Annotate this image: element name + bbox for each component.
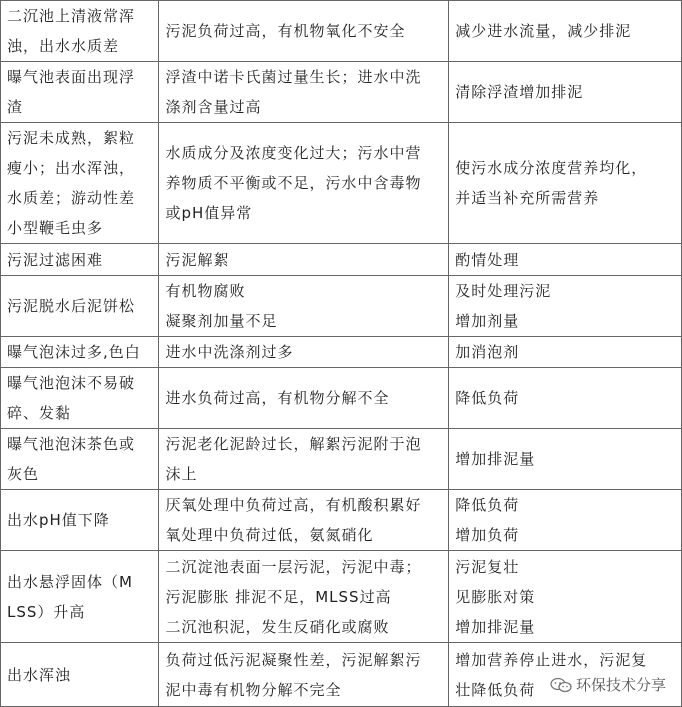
cause-cell bbox=[159, 429, 449, 490]
cell-text-line: 增加负荷 bbox=[455, 526, 520, 544]
remedy-cell bbox=[449, 490, 682, 551]
cell-text-line: 清除浮渣增加排泥 bbox=[455, 83, 584, 101]
cell-text-line: 壮降低负荷 bbox=[455, 680, 536, 699]
cell-text-line: 及时处理污泥 bbox=[455, 282, 552, 300]
cell-text-line: 水质差；游动性差 bbox=[7, 189, 136, 207]
wechat-icon bbox=[550, 677, 572, 693]
cell-text-line: 污泥未成熟，絮粒 bbox=[7, 129, 136, 147]
cell-text-line: 酌情处理 bbox=[455, 250, 520, 269]
cell-text-line: 涤剂含量过高 bbox=[165, 98, 262, 116]
cell-text-line: 负荷过低污泥凝聚性差，污泥解絮污 bbox=[165, 650, 422, 669]
remedy-cell bbox=[449, 123, 682, 244]
cell-text-line: 小型鞭毛虫多 bbox=[7, 219, 104, 237]
cell-text-line: 污泥老化泥龄过长，解絮污泥附于泡 bbox=[165, 435, 422, 453]
cell-text-line: 降低负荷 bbox=[455, 389, 520, 407]
remedy-cell bbox=[449, 276, 682, 337]
table-row bbox=[1, 551, 682, 643]
cell-text-line: 曝气池泡沫茶色或 bbox=[7, 435, 136, 453]
symptom-cell bbox=[1, 368, 159, 429]
table-row bbox=[1, 62, 682, 123]
cause-cell bbox=[159, 62, 449, 123]
cell-text-line: 二沉淀池表面一层污泥，污泥中毒； bbox=[165, 557, 422, 576]
cell-text-line: 曝气泡沫过多,色白 bbox=[7, 343, 141, 361]
cell-text-line: 沫上 bbox=[165, 465, 198, 483]
symptom-cell bbox=[1, 643, 159, 707]
cause-cell bbox=[159, 551, 449, 643]
cell-text-line: 有机物腐败 bbox=[165, 282, 246, 300]
cell-text-line: 出水浑浊 bbox=[7, 665, 72, 684]
cause-cell bbox=[159, 276, 449, 337]
cell-text-line: 减少进水流量，减少排泥 bbox=[455, 22, 632, 40]
cell-text-line: 曝气池泡沫不易破 bbox=[7, 374, 136, 392]
cell-text-line: 加消泡剂 bbox=[455, 343, 520, 361]
cell-text-line: 养物质不平衡或不足，污水中含毒物 bbox=[165, 174, 422, 192]
symptom-cell bbox=[1, 429, 159, 490]
table-row bbox=[1, 244, 682, 276]
symptom-cell bbox=[1, 123, 159, 244]
cell-text-line: 瘦小；出水浑浊， bbox=[7, 159, 136, 177]
symptom-cell bbox=[1, 244, 159, 276]
cell-text-line: 曝气池表面出现浮 bbox=[7, 68, 136, 86]
cell-text-line: 渣 bbox=[7, 98, 24, 116]
cell-text-line: 凝聚剂加量不足 bbox=[165, 312, 278, 330]
cell-text-line: 出水悬浮固体（M bbox=[7, 572, 133, 591]
cell-text-line: 二沉池积泥，发生反硝化或腐败 bbox=[165, 617, 390, 636]
cause-cell bbox=[159, 123, 449, 244]
remedy-cell bbox=[449, 337, 682, 368]
cell-text-line: 使污水成分浓度营养均化， bbox=[455, 159, 648, 177]
remedy-cell bbox=[449, 1, 682, 62]
cell-text-line: 出水pH值下降 bbox=[7, 511, 110, 529]
cell-text-line: 浮渣中诺卡氏菌过量生长；进水中洗 bbox=[165, 68, 422, 86]
symptom-cell bbox=[1, 276, 159, 337]
cell-text-line: 污泥负荷过高，有机物氧化不安全 bbox=[165, 22, 406, 40]
table-row bbox=[1, 337, 682, 368]
cell-text-line: 碎、发黏 bbox=[7, 404, 72, 422]
cause-cell bbox=[159, 244, 449, 276]
symptom-cell bbox=[1, 62, 159, 123]
remedy-cell bbox=[449, 244, 682, 276]
watermark-text: 环保技术分享 bbox=[575, 676, 666, 694]
cell-text-line: 增加剂量 bbox=[455, 312, 520, 330]
symptom-cell bbox=[1, 551, 159, 643]
table-row bbox=[1, 368, 682, 429]
remedy-cell bbox=[449, 62, 682, 123]
cause-cell bbox=[159, 368, 449, 429]
remedy-cell bbox=[449, 429, 682, 490]
cell-text-line: 灰色 bbox=[7, 465, 40, 483]
cell-text-line: 氧处理中负荷过低，氨氮硝化 bbox=[165, 526, 374, 544]
symptom-cell bbox=[1, 1, 159, 62]
cell-text-line: 水质成分及浓度变化过大；污水中营 bbox=[165, 144, 422, 162]
cell-text-line: 并适当补充所需营养 bbox=[455, 189, 600, 207]
cause-cell bbox=[159, 490, 449, 551]
cause-cell bbox=[159, 337, 449, 368]
cell-text-line: 进水中洗涤剂过多 bbox=[165, 343, 294, 361]
cause-cell bbox=[159, 1, 449, 62]
remedy-cell bbox=[449, 368, 682, 429]
cell-text-line: 进水负荷过高，有机物分解不全 bbox=[165, 389, 390, 407]
cell-text-line: 污泥膨胀 排泥不足，MLSS过高 bbox=[165, 587, 392, 606]
table-row bbox=[1, 429, 682, 490]
cell-text-line: 降低负荷 bbox=[455, 496, 520, 514]
cell-text-line: LSS）升高 bbox=[7, 602, 86, 621]
cell-text-line: 增加排泥量 bbox=[455, 450, 536, 468]
cause-cell bbox=[159, 643, 449, 707]
cell-text-line: 或pH值异常 bbox=[165, 204, 253, 222]
remedy-cell bbox=[449, 551, 682, 643]
cell-text-line: 污泥复壮 bbox=[455, 557, 520, 576]
symptom-cell bbox=[1, 337, 159, 368]
cell-text-line: 浊，出水水质差 bbox=[7, 37, 120, 55]
cell-text-line: 见膨胀对策 bbox=[455, 587, 536, 606]
cell-text-line: 增加排泥量 bbox=[455, 617, 536, 636]
cell-text-line: 污泥过滤困难 bbox=[7, 250, 104, 269]
cell-text-line: 增加营养停止进水，污泥复 bbox=[455, 650, 648, 669]
table-row bbox=[1, 1, 682, 62]
table-row bbox=[1, 490, 682, 551]
cell-text-line: 二沉池上清液常浑 bbox=[7, 7, 136, 25]
cell-text-line: 污泥解絮 bbox=[165, 250, 230, 269]
symptom-cell bbox=[1, 490, 159, 551]
table-row bbox=[1, 123, 682, 244]
cell-text-line: 厌氧处理中负荷过高，有机酸积累好 bbox=[165, 496, 422, 514]
table-row bbox=[1, 276, 682, 337]
watermark bbox=[548, 674, 668, 695]
cell-text-line: 泥中毒有机物分解不完全 bbox=[165, 680, 342, 699]
cell-text-line: 污泥脱水后泥饼松 bbox=[7, 297, 136, 315]
